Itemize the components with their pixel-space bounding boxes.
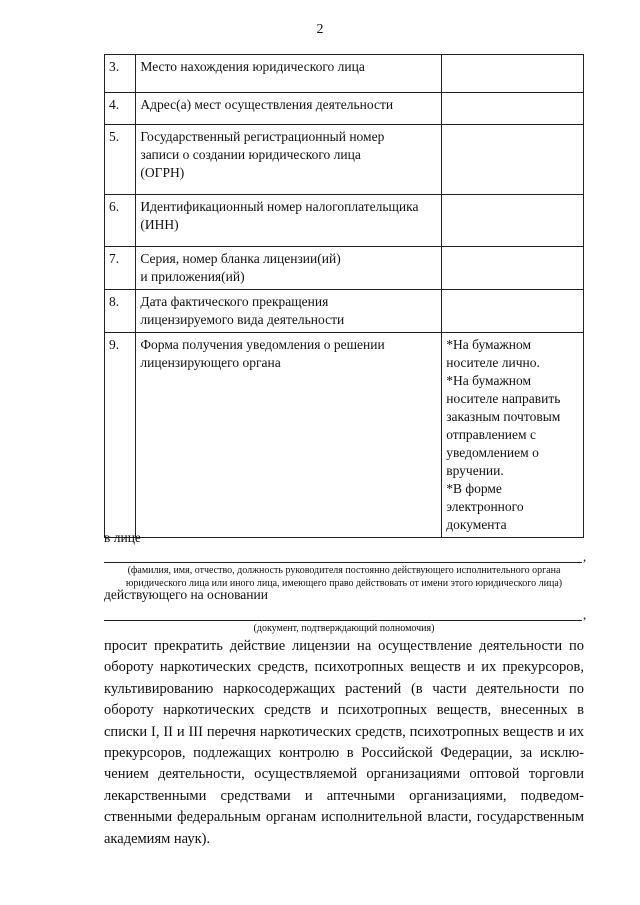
label-line: записи о создании юридического лица bbox=[140, 147, 361, 162]
paragraph-line: академиям наук). bbox=[104, 830, 211, 847]
row-value-field[interactable] bbox=[442, 247, 584, 290]
label-line: Идентификационный номер налогоплательщика bbox=[140, 199, 419, 214]
paragraph-line: ственными федеральным органам исполнительной власти, государственным bbox=[104, 809, 584, 826]
value-option-line: отправлением с bbox=[446, 427, 536, 442]
table-row bbox=[105, 55, 584, 93]
row-label bbox=[136, 247, 442, 290]
row-label bbox=[136, 333, 442, 538]
value-option-line: заказным почтовым bbox=[446, 409, 561, 424]
table-row bbox=[105, 333, 584, 538]
value-option-line: *На бумажном bbox=[446, 373, 532, 388]
table-row bbox=[105, 247, 584, 290]
request-paragraph bbox=[104, 636, 584, 850]
value-option-line: электронного bbox=[446, 499, 524, 514]
authority-caption: (документ, подтверждающий полномочия) bbox=[253, 623, 435, 634]
row-label bbox=[136, 125, 442, 195]
license-form-table bbox=[104, 54, 584, 538]
row-value-field[interactable] bbox=[442, 290, 584, 333]
value-option-line: носителе лично. bbox=[446, 355, 540, 370]
label-line: лицензирующего органа bbox=[140, 355, 281, 370]
paragraph-line: прекурсоров, подлежащих контролю в Российской Федерации, за исклю- bbox=[104, 745, 584, 762]
row-label bbox=[136, 93, 442, 125]
value-option-line: *В форме bbox=[446, 481, 502, 496]
label-line: Место нахождения юридического лица bbox=[140, 59, 365, 74]
label-line: Форма получения уведомления о решении bbox=[140, 337, 385, 352]
value-option-line: уведомлением о bbox=[446, 445, 539, 460]
row-value-field[interactable] bbox=[442, 333, 584, 538]
value-option-line: *На бумажном bbox=[446, 337, 532, 352]
authority-document-field[interactable] bbox=[104, 620, 582, 621]
row-number: 9. bbox=[105, 333, 136, 538]
table-row bbox=[105, 93, 584, 125]
label-line: Государственный регистрационный номер bbox=[140, 129, 385, 144]
label-line: (ОГРН) bbox=[140, 165, 185, 180]
table-row bbox=[105, 195, 584, 247]
label-line: Адрес(а) мест осуществления деятельности bbox=[140, 97, 394, 112]
paragraph-line: обороту наркотических средств и психотропных веществ, внесенных в bbox=[104, 702, 584, 719]
basis-label: действующего на основании bbox=[104, 587, 268, 602]
row-number: 7. bbox=[105, 247, 136, 290]
label-line: и приложения(ий) bbox=[140, 269, 245, 284]
comma-mark: , bbox=[583, 607, 587, 622]
table-body bbox=[105, 55, 584, 538]
paragraph-line: чением деятельности, осуществляемой организациями оптовой торговли bbox=[104, 766, 584, 783]
row-label bbox=[136, 290, 442, 333]
label-line: лицензируемого вида деятельности bbox=[140, 312, 345, 327]
caption-line: (фамилия, имя, отчество, должность руководителя постоянно действующего исполнительного органа bbox=[127, 565, 561, 576]
in-person-label: в лице bbox=[104, 530, 141, 545]
value-option-line: вручении. bbox=[446, 463, 504, 478]
row-number: 4. bbox=[105, 93, 136, 125]
row-label bbox=[136, 195, 442, 247]
page-number: 2 bbox=[316, 22, 324, 37]
row-label bbox=[136, 55, 442, 93]
value-option-line: носителе направить bbox=[446, 391, 561, 406]
representative-name-field[interactable] bbox=[104, 562, 582, 563]
paragraph-line: просит прекратить действие лицензии на осуществление деятельности по bbox=[104, 638, 584, 654]
paragraph-line: культивированию наркосодержащих растений (в части деятельности по bbox=[104, 680, 584, 697]
label-line: Дата фактического прекращения bbox=[140, 294, 329, 309]
comma-mark: , bbox=[583, 549, 587, 564]
row-value-field[interactable] bbox=[442, 55, 584, 93]
row-number: 5. bbox=[105, 125, 136, 195]
label-line: (ИНН) bbox=[140, 217, 179, 232]
row-value-field[interactable] bbox=[442, 195, 584, 247]
paragraph-line: лекарственными средствами и аптечными организациями, подведом- bbox=[104, 787, 584, 804]
row-number: 8. bbox=[105, 290, 136, 333]
caption-line: юридического лица или иного лица, имеющего право действовать от имени этого юридического лица) bbox=[125, 578, 563, 589]
row-value-field[interactable] bbox=[442, 125, 584, 195]
paragraph-line: списки I, II и III перечня наркотических средств, психотропных веществ и их bbox=[104, 723, 584, 740]
table-row bbox=[105, 125, 584, 195]
value-option-line: документа bbox=[446, 517, 507, 532]
row-number: 3. bbox=[105, 55, 136, 93]
row-value-field[interactable] bbox=[442, 93, 584, 125]
row-number: 6. bbox=[105, 195, 136, 247]
label-line: Серия, номер бланка лицензии(ий) bbox=[140, 251, 341, 266]
paragraph-line: обороту наркотических средств, психотропных веществ и их прекурсоров, bbox=[104, 659, 584, 676]
table-row bbox=[105, 290, 584, 333]
